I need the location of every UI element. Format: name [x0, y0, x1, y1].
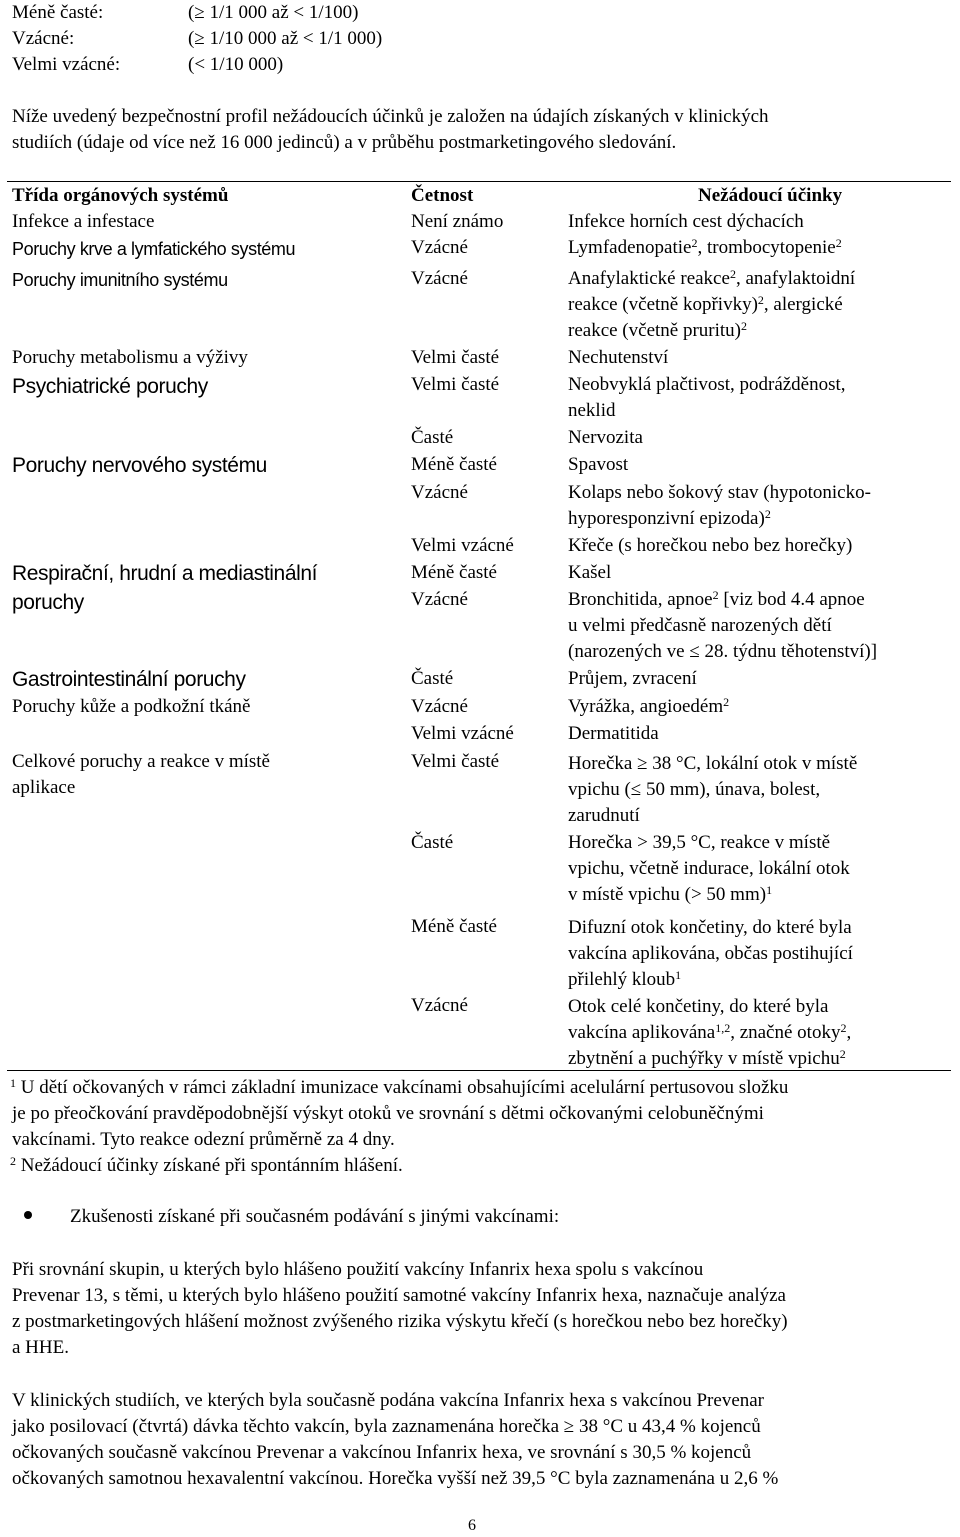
- soc-cell: Poruchy imunitního systému: [12, 270, 228, 290]
- frequency-cell: Méně časté: [411, 454, 497, 475]
- table-bottom-border: [7, 1070, 951, 1071]
- effect-cell: Nechutenství: [568, 347, 669, 368]
- frequency-label: Méně časté:: [12, 2, 104, 23]
- intro-text: studiích (údaje od více než 16 000 jedinců) a v průběhu postmarketingového sledování.: [12, 132, 677, 153]
- frequency-cell: Velmi časté: [411, 751, 500, 772]
- effect-cell: Spavost: [568, 454, 629, 475]
- footnote-1-cont: je po přeočkování pravděpodobnější výskyt otoků ve srovnání s dětmi očkovanými celobuněčnými: [12, 1103, 764, 1124]
- footnote-1: $^1$ U dětí očkovaných v rámci základní imunizace vakcínami obsahujícími acelulární pertusovou složku: [10, 1076, 789, 1098]
- frequency-cell: Vzácné: [411, 268, 468, 289]
- frequency-cell: Vzácné: [411, 237, 468, 258]
- frequency-cell: Časté: [411, 427, 454, 448]
- soc-cell: poruchy: [12, 591, 84, 614]
- frequency-cell: Časté: [411, 832, 454, 853]
- frequency-cell: Velmi časté: [411, 374, 500, 395]
- soc-cell: Respirační, hrudní a mediastinální: [12, 562, 318, 585]
- paragraph-line: očkovaných samotnou hexavalentní vakcínou. Horečka vyšší než 39,5 °C byla zaznamenána u 2,6 %: [12, 1468, 779, 1489]
- effect-cell: hyporesponzivní epizoda)$^2$: [568, 507, 771, 529]
- frequency-range: (< 1/10 000): [188, 54, 284, 75]
- soc-cell: aplikace: [12, 777, 76, 798]
- effect-cell: u velmi předčasně narozených dětí: [568, 615, 832, 636]
- effect-cell: reakce (včetně pruritu)$^2$: [568, 319, 748, 341]
- effect-cell: vakcína aplikována$^{1,2}$, značné otoky$^2$,: [568, 1021, 852, 1043]
- table-top-border: [7, 181, 951, 182]
- effect-cell: Horečka ≥ 38 °C, lokální otok v místě: [568, 753, 858, 774]
- effect-cell: vakcína aplikována, občas postihující: [568, 943, 853, 964]
- soc-cell: Psychiatrické poruchy: [12, 375, 208, 398]
- footnote-1-cont: vakcínami. Tyto reakce odezní průměrně za 4 dny.: [12, 1129, 395, 1150]
- frequency-cell: Méně časté: [411, 916, 497, 937]
- frequency-cell: Méně časté: [411, 562, 497, 583]
- frequency-cell: Vzácné: [411, 995, 468, 1016]
- effect-cell: neklid: [568, 400, 616, 421]
- soc-cell: Celkové poruchy a reakce v místě: [12, 751, 270, 772]
- paragraph-line: Při srovnání skupin, u kterých bylo hlášeno použití vakcíny Infanrix hexa spolu s vakcínou: [12, 1259, 704, 1280]
- paragraph-line: V klinických studiích, ve kterých byla současně podána vakcína Infanrix hexa s vakcínou Prevenar: [12, 1390, 765, 1411]
- effect-cell: Bronchitida, apnoe$^2$ [viz bod 4.4 apnoe: [568, 588, 865, 610]
- paragraph-line: očkovaných současně vakcínou Prevenar a vakcínou Infanrix hexa, ve srovnání s 30,5 % kojenců: [12, 1442, 752, 1463]
- soc-cell: Poruchy krve a lymfatického systému: [12, 239, 296, 259]
- frequency-cell: Velmi vzácné: [411, 535, 514, 556]
- section-heading: Zkušenosti získané při současném podávání s jinými vakcínami:: [70, 1206, 560, 1227]
- effect-cell: Infekce horních cest dýchacích: [568, 211, 804, 232]
- paragraph-line: z postmarketingových hlášení možnost zvýšeného rizika výskytu křečí (s horečkou nebo bez horečky): [12, 1311, 788, 1332]
- frequency-cell: Vzácné: [411, 589, 468, 610]
- effect-cell: Dermatitida: [568, 723, 659, 744]
- header-frequency: Četnost: [411, 185, 474, 206]
- effect-cell: Průjem, zvracení: [568, 668, 697, 689]
- soc-cell: Poruchy metabolismu a výživy: [12, 347, 248, 368]
- effect-cell: vpichu (≤ 50 mm), únava, bolest,: [568, 779, 821, 800]
- effect-cell: Otok celé končetiny, do které byla: [568, 996, 829, 1017]
- effect-cell: Lymfadenopatie$^2$, trombocytopenie$^2$: [568, 236, 842, 258]
- effect-cell: Anafylaktické reakce$^2$, anafylaktoidní: [568, 267, 856, 289]
- soc-cell: Poruchy kůže a podkožní tkáně: [12, 696, 251, 717]
- page-number: 6: [468, 1517, 476, 1534]
- frequency-label: Velmi vzácné:: [12, 54, 121, 75]
- soc-cell: Infekce a infestace: [12, 211, 155, 232]
- effect-cell: reakce (včetně kopřivky)$^2$, alergické: [568, 293, 843, 315]
- paragraph-line: a HHE.: [12, 1337, 69, 1358]
- effect-cell: zarudnutí: [568, 805, 640, 826]
- effect-cell: Horečka > 39,5 °C, reakce v místě: [568, 832, 831, 853]
- effect-cell: Kašel: [568, 562, 612, 583]
- bullet-icon: [24, 1211, 32, 1219]
- soc-cell: Gastrointestinální poruchy: [12, 668, 246, 691]
- effect-cell: přilehlý kloub$^1$: [568, 968, 682, 990]
- header-effects: Nežádoucí účinky: [698, 185, 843, 206]
- frequency-range: (≥ 1/10 000 až < 1/1 000): [188, 28, 383, 49]
- paragraph-line: jako posilovací (čtvrtá) dávka těchto vakcín, byla zaznamenána horečka ≥ 38 °C u 43,4 % kojenců: [12, 1416, 761, 1437]
- effect-cell: Vyrážka, angioedém$^2$: [568, 695, 730, 717]
- intro-text: Níže uvedený bezpečnostní profil nežádoucích účinků je založen na údajích získaných v klinických: [12, 106, 769, 127]
- frequency-cell: Velmi vzácné: [411, 723, 514, 744]
- frequency-cell: Vzácné: [411, 482, 468, 503]
- effect-cell: Difuzní otok končetiny, do které byla: [568, 917, 852, 938]
- paragraph-line: Prevenar 13, s těmi, u kterých bylo hlášeno použití samotné vakcíny Infanrix hexa, naznačuje analýza: [12, 1285, 786, 1306]
- effect-cell: vpichu, včetně indurace, lokální otok: [568, 858, 850, 879]
- effect-cell: Kolaps nebo šokový stav (hypotonicko-: [568, 482, 871, 503]
- frequency-cell: Není známo: [411, 211, 504, 232]
- effect-cell: Neobvyklá plačtivost, podrážděnost,: [568, 374, 846, 395]
- frequency-range: (≥ 1/1 000 až < 1/100): [188, 2, 359, 23]
- effect-cell: zbytnění a puchýřky v místě vpichu$^2$: [568, 1047, 846, 1069]
- frequency-cell: Časté: [411, 668, 454, 689]
- footnote-2: $^2$ Nežádoucí účinky získané při spontánním hlášení.: [10, 1154, 403, 1176]
- effect-cell: Křeče (s horečkou nebo bez horečky): [568, 535, 853, 556]
- effect-cell: (narozených ve ≤ 28. týdnu těhotenství)]: [568, 641, 878, 662]
- frequency-label: Vzácné:: [12, 28, 75, 49]
- header-soc: Třída orgánových systémů: [12, 185, 229, 206]
- frequency-cell: Vzácné: [411, 696, 468, 717]
- effect-cell: Nervozita: [568, 427, 643, 448]
- effect-cell: v místě vpichu (> 50 mm)$^1$: [568, 883, 773, 905]
- frequency-cell: Velmi časté: [411, 347, 500, 368]
- soc-cell: Poruchy nervového systému: [12, 454, 267, 477]
